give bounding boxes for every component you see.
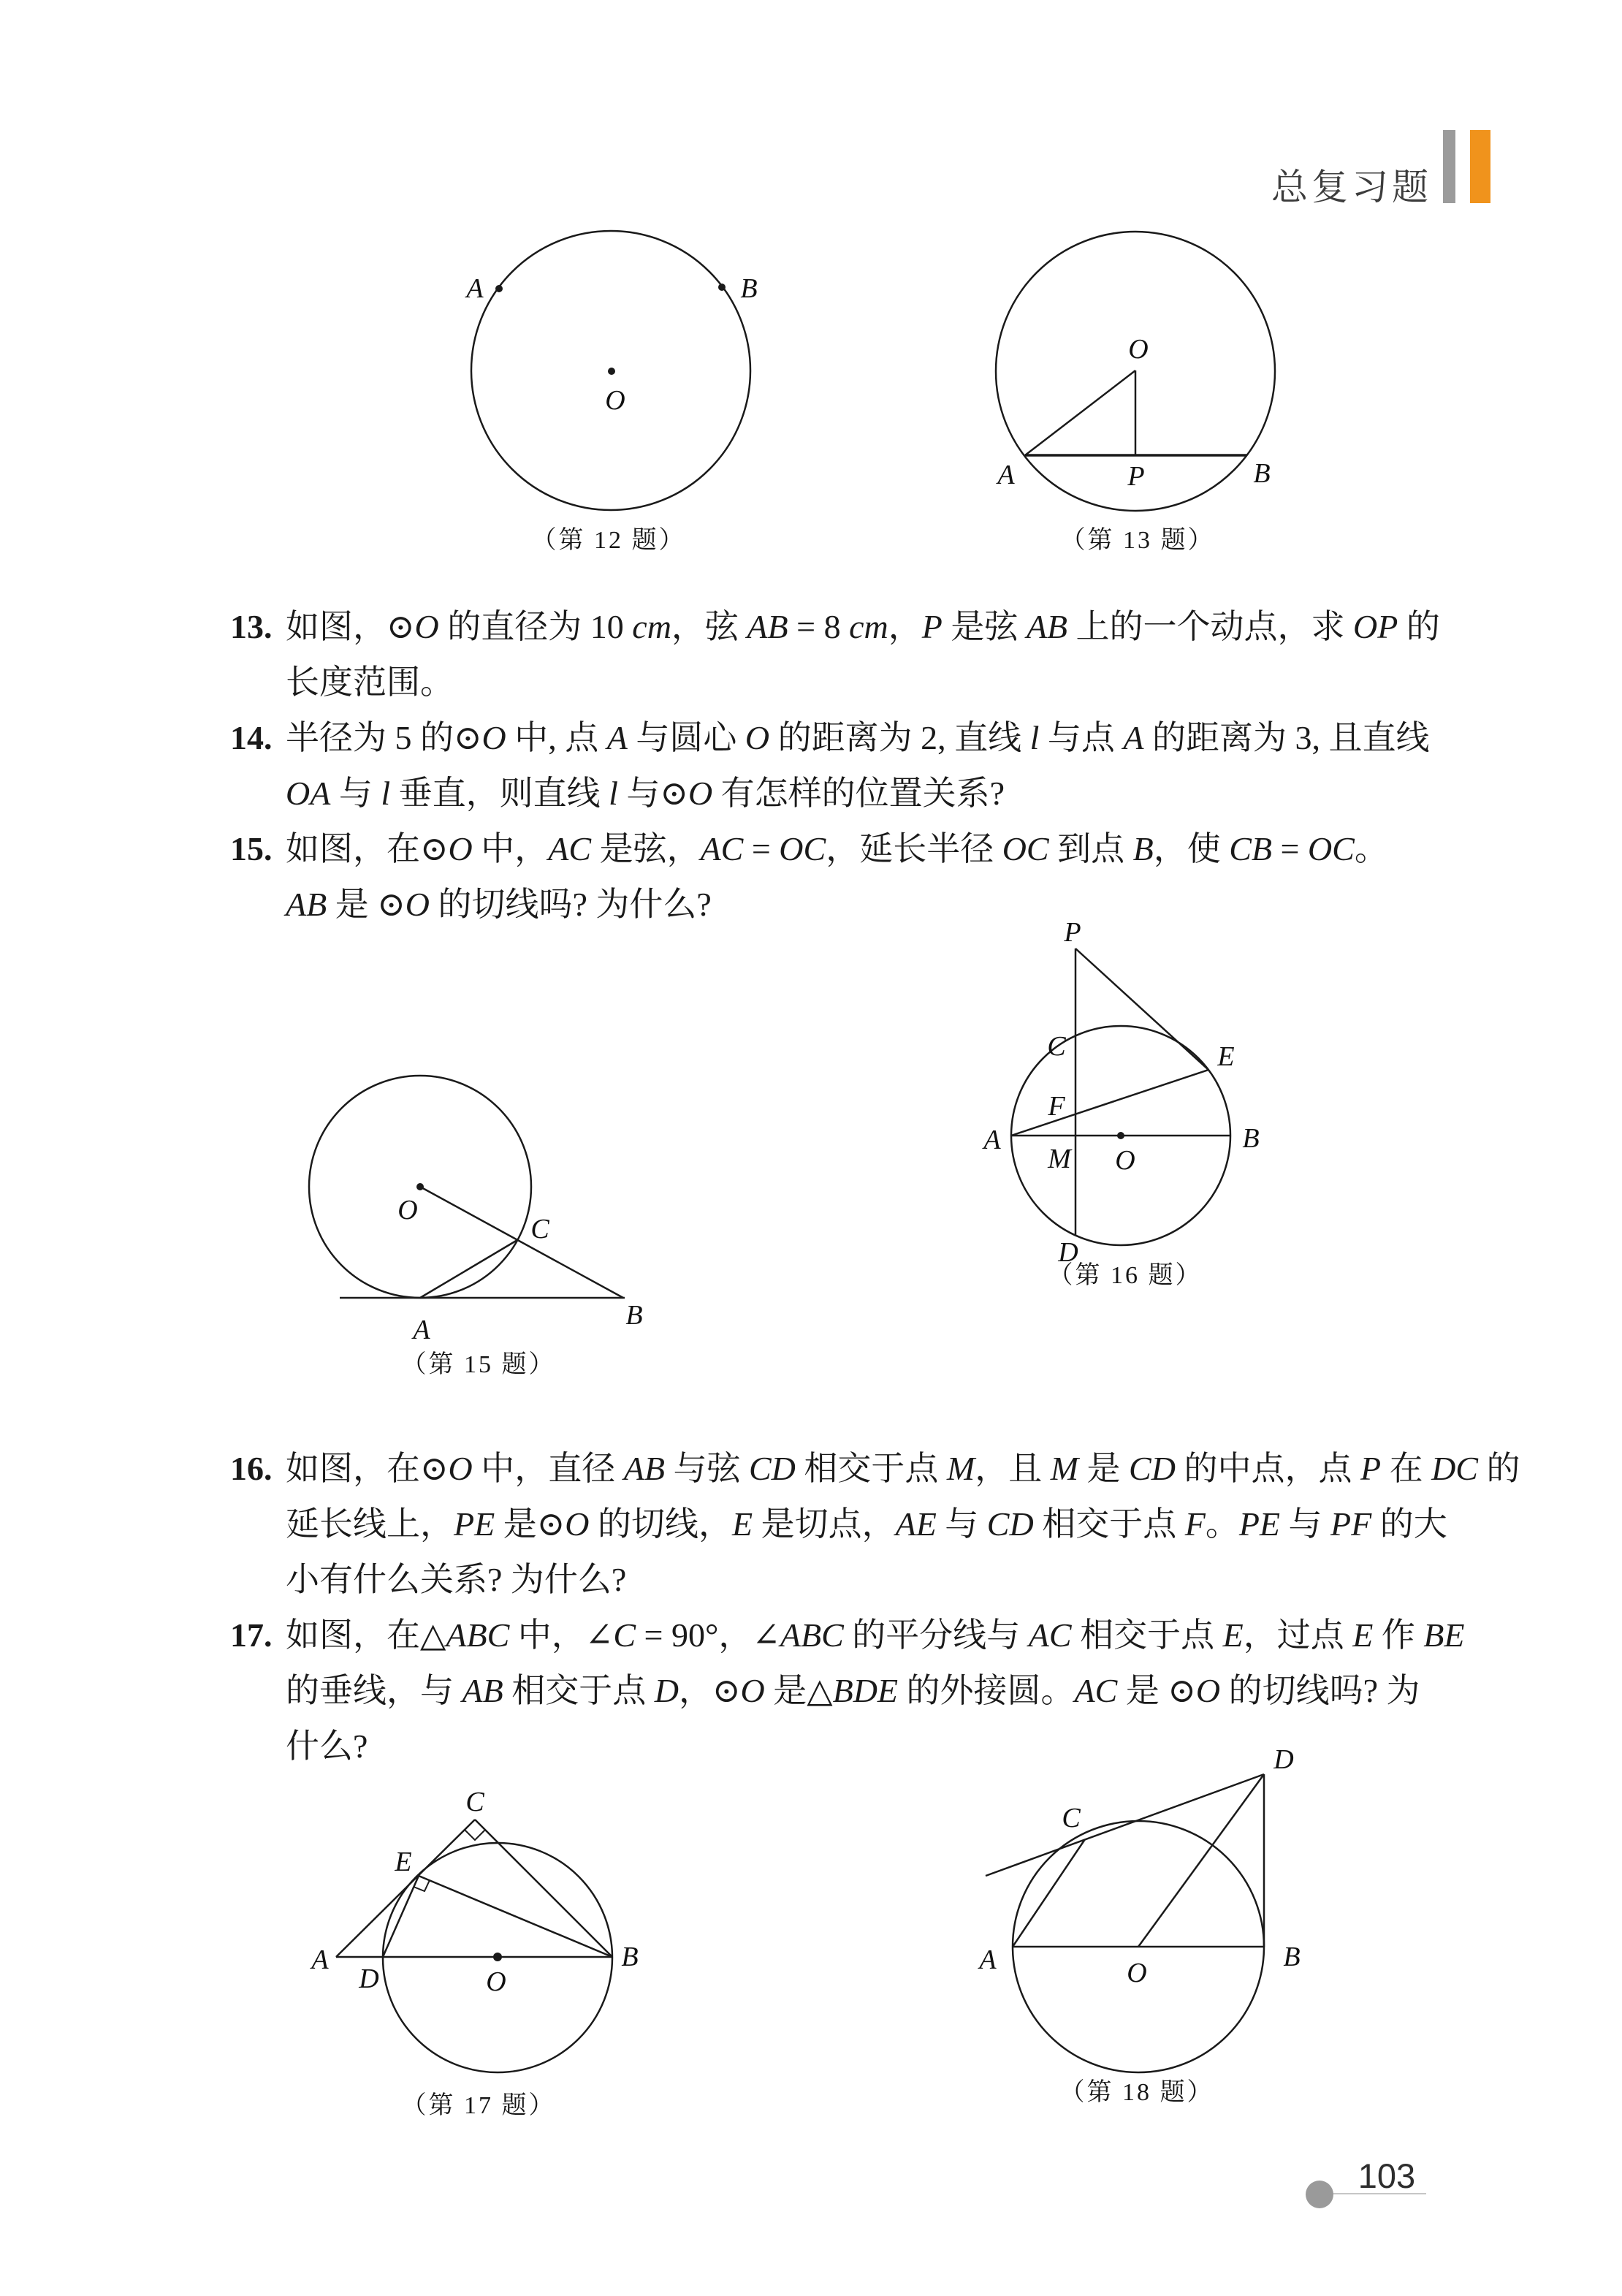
fig12-label-a: A	[466, 273, 484, 304]
fig12-label-b: B	[740, 273, 758, 304]
fig18-label-c: C	[1062, 1803, 1081, 1833]
fig15-chord-ac	[420, 1240, 517, 1298]
fig15-label-b: B	[625, 1300, 643, 1331]
fig16-label-p: P	[1064, 917, 1081, 948]
fig17-right-angle-c	[465, 1830, 485, 1840]
fig17-label-e: E	[395, 1847, 412, 1877]
figure-problem-15	[292, 1008, 672, 1388]
fig12-point-b-dot	[718, 284, 726, 291]
fig15-label-c: C	[530, 1214, 549, 1244]
fig12-label-o: O	[605, 385, 625, 416]
fig15-caption: （第 15 题）	[401, 1351, 556, 1378]
page-footer-dot	[1306, 2181, 1333, 2208]
problem-16-line-3: 小有什么关系? 为什么?	[286, 1561, 627, 1598]
fig15-center-dot	[416, 1183, 424, 1190]
problem-16-line-2: 延长线上，PE 是⊙O 的切线，E 是切点，AE 与 CD 相交于点 F。PE 与 PF 的大	[286, 1505, 1447, 1543]
fig18-label-o: O	[1127, 1958, 1147, 1988]
fig13-label-a: A	[997, 460, 1015, 490]
fig16-caption: （第 16 题）	[1048, 1262, 1203, 1289]
fig17-line-cb	[475, 1820, 612, 1957]
problem-15-line-1: 15. 如图，在⊙O 中，AC 是弦，AC = OC，延长半径 OC 到点 B，使 CB = OC。	[230, 821, 1472, 877]
problems-16-17-text	[230, 1441, 1520, 1774]
fig17-caption: （第 17 题）	[401, 2092, 556, 2119]
fig13-segment-oa	[1025, 370, 1135, 455]
fig16-label-b: B	[1242, 1123, 1260, 1154]
chapter-title: 总复习题	[1271, 167, 1432, 208]
problem-15-line-2: AB 是 ⊙O 的切线吗? 为什么?	[286, 886, 712, 923]
fig12-caption: （第 12 题）	[531, 527, 686, 554]
header-gray-bar	[1443, 130, 1455, 203]
problem-13-line-2: 长度范围。	[286, 664, 454, 701]
problem-17-line-1: 17. 如图，在△ABC 中，∠C = 90°，∠ABC 的平分线与 AC 相交于点 E，过点 E 作 BE	[230, 1608, 1472, 1663]
problem-17-line-2: 的垂线，与 AB 相交于点 D，⊙O 是△BDE 的外接圆。AC 是 ⊙O 的切线吗? 为	[286, 1672, 1420, 1709]
fig16-label-a: A	[983, 1125, 1001, 1155]
fig17-label-o: O	[486, 1966, 506, 1997]
fig18-label-d: D	[1273, 1744, 1294, 1775]
figure-problem-12	[409, 219, 818, 563]
problem-16-number: 16.	[230, 1450, 273, 1487]
problems-13-15-text	[230, 599, 1472, 932]
figure-problem-13	[964, 219, 1359, 563]
fig16-label-m: M	[1048, 1144, 1071, 1174]
fig16-label-f: F	[1048, 1091, 1065, 1122]
fig16-label-o: O	[1115, 1145, 1135, 1176]
fig18-line-od	[1138, 1774, 1264, 1947]
figure-problem-18	[964, 1739, 1359, 2119]
fig12-point-a-dot	[495, 285, 503, 292]
fig18-tangent-cd	[986, 1774, 1264, 1876]
fig17-center-dot	[493, 1953, 502, 1961]
problem-17-number: 17.	[230, 1616, 273, 1654]
problem-15-number: 15.	[230, 830, 273, 867]
problem-17-line-3: 什么?	[286, 1727, 368, 1765]
figure-problem-16	[964, 917, 1374, 1308]
fig16-tangent-pe	[1075, 949, 1208, 1070]
fig16-label-c: C	[1047, 1031, 1066, 1062]
fig17-line-ac	[336, 1820, 475, 1957]
problem-13-line-1: 13. 如图，⊙O 的直径为 10 cm，弦 AB = 8 cm，P 是弦 AB 上的一个动点，求 OP 的	[230, 599, 1472, 655]
problem-16-line-1: 16. 如图，在⊙O 中，直径 AB 与弦 CD 相交于点 M，且 M 是 CD 的中点，点 P 在 DC 的	[230, 1441, 1472, 1497]
fig15-segment-ob	[420, 1187, 623, 1298]
fig17-label-a: A	[311, 1945, 329, 1975]
problem-14-line-2: OA 与 l 垂直，则直线 l 与⊙O 有怎样的位置关系?	[286, 775, 1005, 812]
fig15-label-o: O	[397, 1195, 418, 1225]
fig13-label-p: P	[1127, 461, 1145, 492]
fig16-label-d: D	[1058, 1237, 1078, 1268]
problem-14-line-1: 14. 半径为 5 的⊙O 中, 点 A 与圆心 O 的距离为 2, 直线 l 与点 A 的距离为 3, 且直线	[230, 710, 1472, 766]
fig18-caption: （第 18 题）	[1059, 2079, 1214, 2106]
fig13-label-o: O	[1128, 334, 1149, 365]
fig18-chord-ac	[1013, 1839, 1085, 1947]
fig16-center-dot	[1117, 1132, 1124, 1139]
fig12-center-dot	[608, 368, 615, 375]
fig17-line-be	[419, 1876, 612, 1957]
fig16-label-e: E	[1217, 1041, 1235, 1072]
fig18-label-a: A	[979, 1945, 997, 1975]
figure-problem-17	[292, 1776, 672, 2126]
fig18-label-b: B	[1283, 1942, 1301, 1972]
page-number: 103	[1358, 2156, 1416, 2195]
fig16-chord-ae	[1011, 1070, 1208, 1136]
header-orange-bar	[1470, 130, 1490, 203]
fig17-label-c: C	[465, 1787, 484, 1817]
problem-13-number: 13.	[230, 608, 273, 645]
fig13-caption: （第 13 题）	[1060, 527, 1215, 554]
fig17-label-d: D	[359, 1964, 379, 1994]
fig17-label-b: B	[621, 1942, 639, 1972]
problem-14-number: 14.	[230, 719, 273, 756]
fig15-label-a: A	[413, 1315, 430, 1345]
fig17-line-de	[383, 1876, 419, 1957]
fig13-label-b: B	[1253, 458, 1271, 489]
